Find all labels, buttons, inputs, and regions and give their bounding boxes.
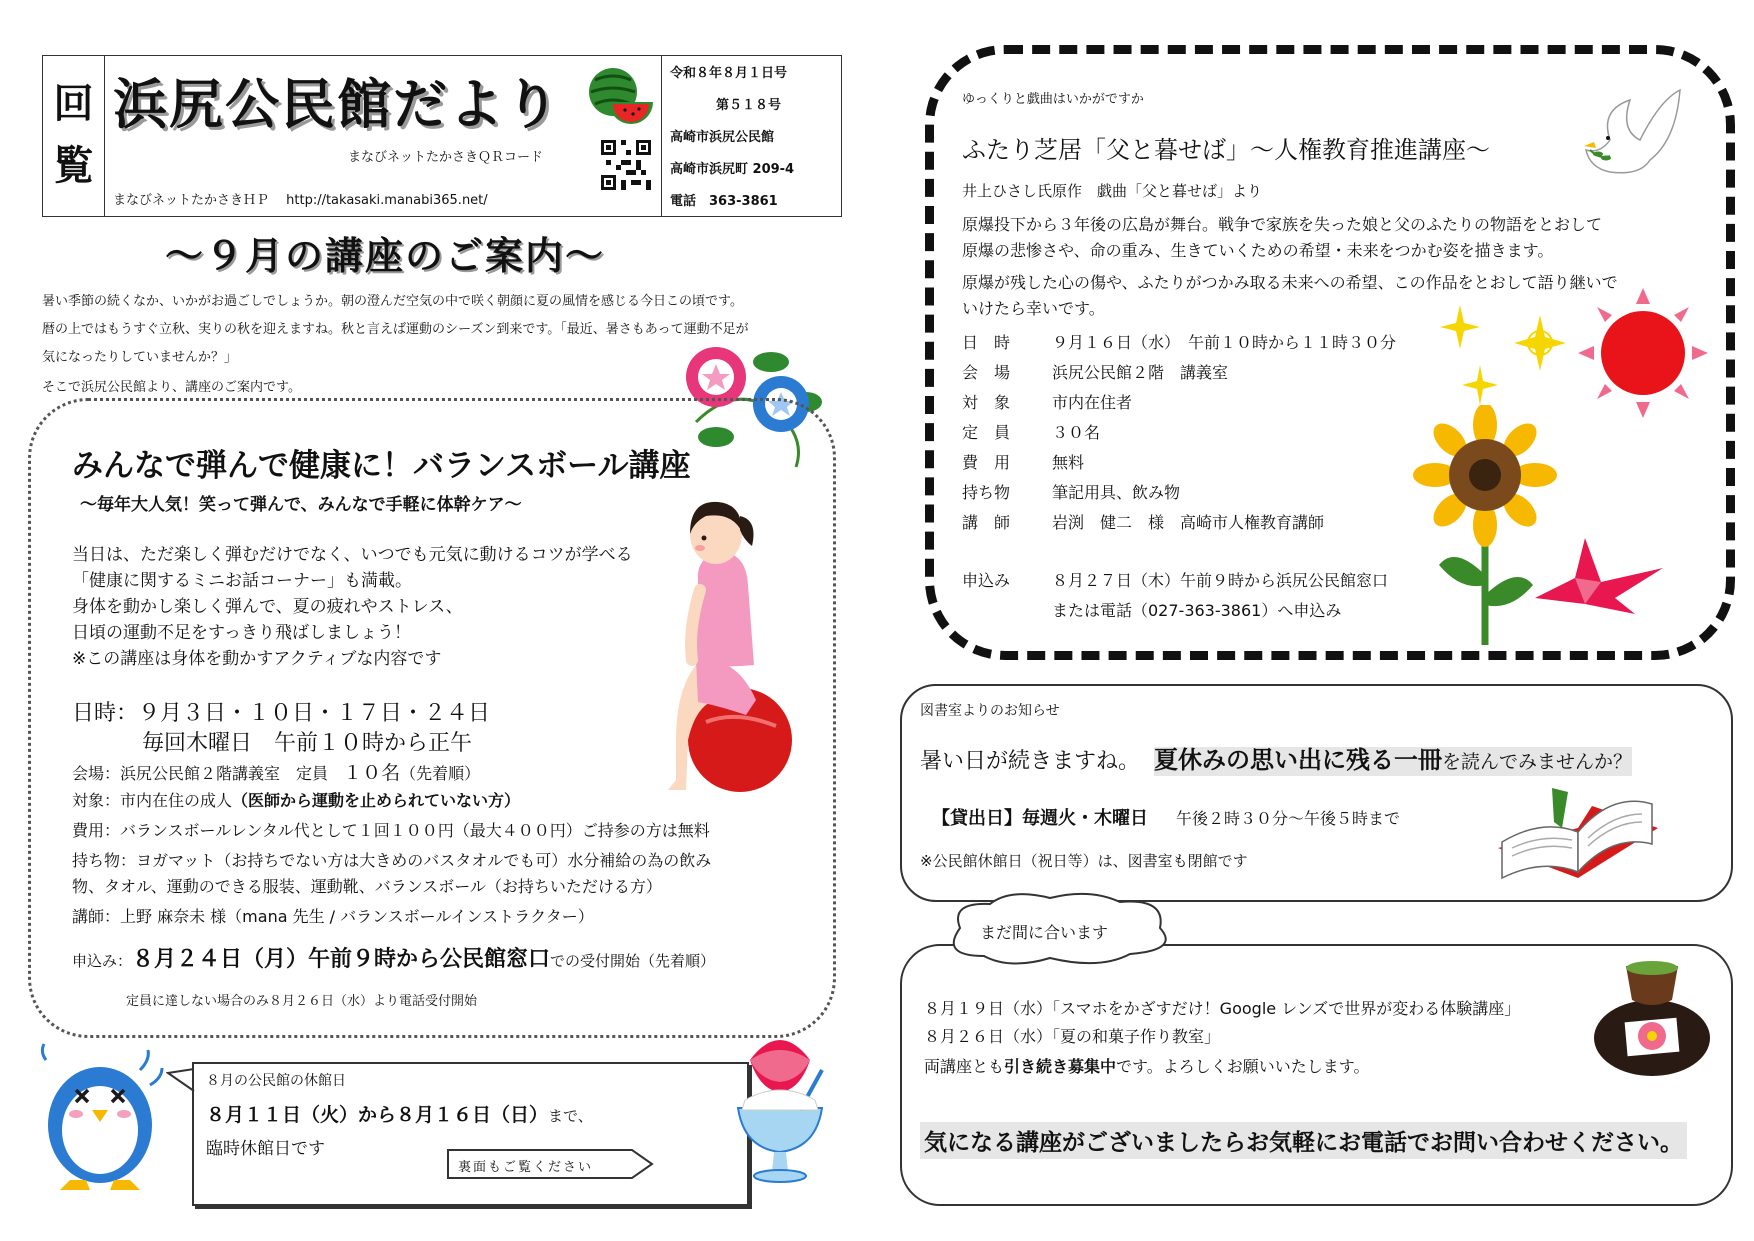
paper-crane-icon (1535, 538, 1665, 618)
penguin-icon (30, 1030, 170, 1190)
library-lead (920, 740, 1632, 775)
closed-text (206, 1100, 593, 1127)
detail-value: 筆記用具、飲み物 (1052, 483, 1181, 502)
issue-number: 第５１８号 (716, 98, 782, 113)
header-box (42, 55, 842, 217)
org-phone: 電話 363-3861 (670, 194, 778, 209)
library-days (932, 804, 1400, 830)
apply-label: 申込み： (72, 952, 133, 970)
detail-label: 持ち物 (962, 483, 1011, 502)
balance-teacher: 講師：上野 麻奈未 様（mana 先生 / バランスボールインストラクター） (72, 907, 594, 926)
detail-label: 対 象 (962, 393, 1011, 412)
kairan-column (43, 56, 105, 216)
intro-line-4: そこで浜尻公民館より、講座のご案内です。 (42, 380, 301, 395)
library-days-label: 【貸出日】毎週火・木曜日 (932, 808, 1148, 829)
balance-desc-2: 「健康に関するミニお話コーナー」も満載。 (72, 571, 412, 591)
balance-target (72, 788, 520, 811)
play-apply-1: ８月２７日（木）午前９時から浜尻公民館窓口 (1052, 571, 1389, 590)
detail-row (962, 510, 1396, 540)
closed-text-2: 臨時休館日です (206, 1139, 325, 1159)
library-lead-highlight (1154, 747, 1632, 776)
balance-desc-3: 身体を動かし楽しく弾んで、夏の疲れやストレス、 (72, 597, 463, 617)
balance-date-2: 毎回木曜日 午前１０時から正午 (142, 731, 473, 756)
detail-label: 定 員 (962, 423, 1011, 442)
girl-balance-ball-icon (636, 490, 796, 800)
play-apply-2: または電話（027-363-3861）へ申込み (1052, 601, 1342, 620)
balance-subtitle: ～毎年大人気！笑って弾んで、みんなで手軽に体幹ケア～ (80, 495, 522, 515)
late-recruiting: 引き続き募集中 (1004, 1057, 1117, 1076)
play-source: 井上ひさし氏原作 戯曲「父と暮せば」より (962, 182, 1263, 200)
balance-items-1: 持ち物：ヨガマット（お持ちでない方は大きめのバスタオルでも可）水分補給の為の飲み (72, 851, 712, 870)
closed-until: まで、 (548, 1107, 593, 1125)
detail-label: 費 用 (962, 453, 1011, 472)
target-text: 対象：市内在住の成人 (72, 791, 233, 810)
late-line-1: ８月１９日（水）「スマホをかざすだけ！Google レンズで世界が変わる体験講座」 (924, 999, 1521, 1018)
back-page-label: 裏面もご覧ください (458, 1160, 594, 1175)
kairan-char-1: 回 (53, 81, 94, 127)
balance-venue (72, 758, 480, 785)
closed-dates: ８月１１日（火）から８月１６日（日） (206, 1104, 549, 1126)
play-details (962, 330, 1396, 540)
hp-label[interactable]: まなびネットたかさきＨＰ http://takasaki.manabi365.net/ (113, 193, 488, 208)
detail-value: 無料 (1052, 453, 1085, 472)
late-line-2: ８月２６日（水）「夏の和菓子作り教室」 (924, 1027, 1221, 1046)
closed-label: ８月の公民館の休館日 (206, 1073, 346, 1089)
detail-value: ９月１６日（水） 午前１０時から１１時３０分 (1052, 333, 1397, 352)
newsletter-title: 浜尻公民館だより (113, 73, 561, 136)
detail-label: 講 師 (962, 513, 1011, 532)
detail-row (962, 330, 1396, 360)
shaved-ice-icon (730, 1030, 830, 1190)
apply-date: ８月２４日（月）午前９時から公民館窓口 (132, 947, 551, 972)
balance-apply-note: 定員に達しない場合のみ８月２６日（水）より電話受付開始 (126, 994, 478, 1009)
late-line-3-pre: 両講座とも (924, 1057, 1005, 1076)
detail-label: 日 時 (962, 333, 1011, 352)
balance-apply (72, 942, 715, 973)
library-note: ※公民館休館日（祝日等）は、図書室も閉館です (920, 852, 1248, 870)
capacity-value: １０名 (343, 762, 401, 784)
closing-message: 気になる講座がございましたらお気軽にお電話でお問い合わせください。 (920, 1122, 1687, 1159)
play-desc-3: 原爆が残した心の傷や、ふたりがつかみ取る未来への希望、この作品をとおして語り継いで (962, 273, 1618, 292)
balance-date-1: 日時：９月３日・１０日・１７日・２４日 (72, 701, 491, 726)
qr-label: まなびネットたかさきＱＲコード (348, 150, 544, 165)
library-lead-text: 暑い日が続きますね。 (920, 749, 1141, 774)
library-label: 図書室よりのお知らせ (920, 703, 1060, 719)
late-line-3 (924, 1054, 1369, 1077)
kairan-char-2: 覧 (53, 143, 94, 189)
library-lead-post: を読んでみませんか？ (1442, 751, 1633, 773)
venue-text: 会場：浜尻公民館２階講義室 定員 (72, 764, 329, 783)
late-bubble-text: まだ間に合います (980, 923, 1109, 942)
detail-value: 浜尻公民館２階 講義室 (1052, 363, 1229, 382)
balance-title: みんなで弾んで健康に！バランスボール講座 (72, 448, 691, 484)
late-line-3-post: です。よろしくお願いいたします。 (1116, 1057, 1370, 1076)
play-apply-label: 申込み (962, 571, 1011, 590)
september-heading: ～９月の講座のご案内～ (165, 234, 606, 278)
balance-items-2: 物、タオル、運動のできる服装、運動靴、バランスボール（お持ちいただける方） (72, 877, 662, 896)
balance-desc-5: ※この講座は身体を動かすアクティブな内容です (72, 649, 442, 669)
play-desc-2: 原爆の悲惨さや、命の重み、生きていくための希望・未来をつかむ姿を描きます。 (962, 241, 1554, 260)
play-kicker: ゆっくりと戯曲はいかがですか (962, 92, 1144, 107)
matcha-wagashi-icon (1592, 958, 1712, 1078)
detail-row (962, 450, 1396, 480)
apply-note: での受付開始（先着順） (550, 952, 716, 970)
detail-row (962, 480, 1396, 510)
intro-line-3: 気になったりしていませんか？」 (42, 350, 238, 365)
play-desc-1: 原爆投下から３年後の広島が舞台。戦争で家族を失った娘と父のふたりの物語をとおして (962, 215, 1603, 234)
detail-value: 市内在住者 (1052, 393, 1133, 412)
intro-line-2: 暦の上ではもうすぐ立秋、実りの秋を迎えますね。秋と言えば運動のシーズン到来です。「最近、暑さもあって運動不足が (42, 322, 749, 337)
qr-code-icon[interactable] (601, 140, 651, 190)
play-desc-4: いけたら幸いです。 (962, 299, 1105, 318)
book-icon (1492, 788, 1662, 888)
library-lead-bold: 夏休みの思い出に残る一冊 (1154, 746, 1443, 774)
org-name: 高崎市浜尻公民館 (670, 130, 775, 145)
library-hours: 午後２時３０分～午後５時まで (1176, 809, 1401, 828)
intro-line-1: 暑い季節の続くなか、いかがお過ごしでしょうか。朝の澄んだ空気の中で咲く朝顔に夏の風情を感じる今日この頃です。 (42, 294, 743, 309)
detail-row (962, 360, 1396, 390)
issue-info (661, 56, 841, 216)
dove-icon (1580, 80, 1690, 190)
capacity-note: （先着順） (400, 764, 481, 783)
sparkle-icon (1440, 305, 1580, 415)
balance-desc-4: 日頃の運動不足をすっきり飛ばしましょう！ (72, 623, 411, 643)
sun-icon (1578, 288, 1708, 418)
detail-row (962, 420, 1396, 450)
balance-desc-1: 当日は、ただ楽しく弾むだけでなく、いつでも元気に動けるコツが学べる (72, 545, 633, 565)
issue-date: 令和８年８月１日号 (670, 66, 788, 81)
watermelon-icon (583, 64, 655, 128)
detail-row (962, 390, 1396, 420)
detail-value: ３０名 (1052, 423, 1101, 442)
org-address: 高崎市浜尻町 209-4 (670, 162, 795, 177)
detail-value: 岩渕 健二 様 高崎市人権教育講師 (1052, 513, 1325, 532)
target-condition: （医師から運動を止められていない方） (232, 791, 521, 810)
balance-fee: 費用：バランスボールレンタル代として１回１００円（最大４００円）ご持参の方は無料 (72, 821, 710, 840)
play-title: ふたり芝居「父と暮せば」～人権教育推進講座～ (962, 136, 1490, 164)
detail-label: 会 場 (962, 363, 1011, 382)
